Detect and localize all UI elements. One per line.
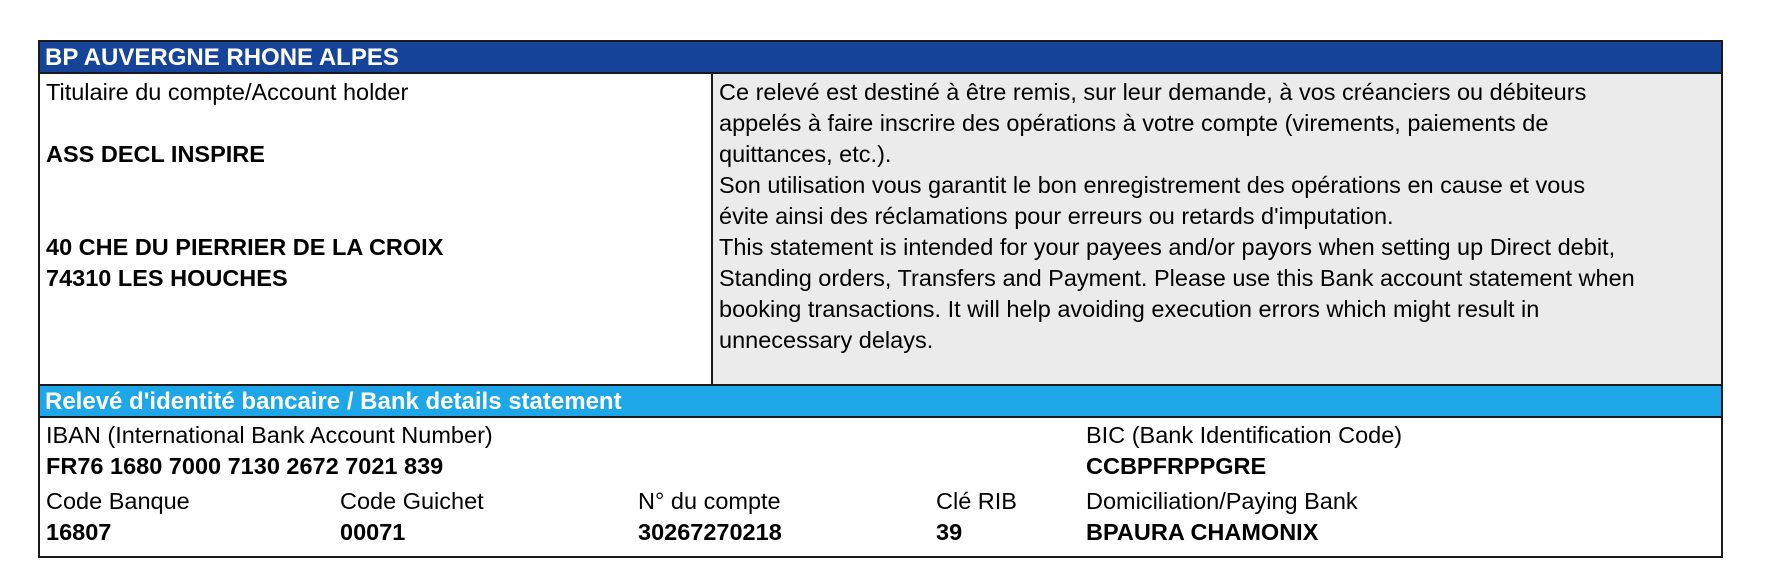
domiciliation-field [1086,486,1358,548]
account-number-value: 30267270218 [638,519,782,545]
notice-line: appelés à faire inscrire des opérations à votre compte (virements, paiements de [719,110,1549,136]
code-banque-label: Code Banque [46,488,190,514]
bank-name-header: BP AUVERGNE RHONE ALPES [40,42,1721,74]
notice-line: This statement is intended for your payees and/or payors when setting up Direct debit, [719,234,1616,260]
address-line-2: 74310 LES HOUCHES [46,265,288,291]
account-number-field [638,486,782,548]
cle-rib-label: Clé RIB [936,488,1017,514]
cle-rib-field [936,486,1017,548]
holder-section [40,74,1721,386]
code-guichet-value: 00071 [340,519,406,545]
cle-rib-value: 39 [936,519,963,545]
bic-value: CCBPFRPPGRE [1086,453,1267,479]
notice-line: Ce relevé est destiné à être remis, sur leur demande, à vos créanciers ou débiteurs [719,79,1587,105]
code-guichet-label: Code Guichet [340,488,484,514]
bank-details-header: Relevé d'identité bancaire / Bank details statement [40,386,1721,418]
code-guichet-field [340,486,484,548]
notice-line: quittances, etc.). [719,141,892,167]
bic-field [1086,420,1402,482]
notice-line: Standing orders, Transfers and Payment. Please use this Bank account statement when [719,265,1635,291]
code-banque-value: 16807 [46,519,112,545]
account-holder-block [40,74,713,384]
notice-line: évite ainsi des réclamations pour erreurs ou retards d'imputation. [719,203,1394,229]
domiciliation-value: BPAURA CHAMONIX [1086,519,1319,545]
bank-details-section [40,418,1721,556]
domiciliation-label: Domiciliation/Paying Bank [1086,488,1358,514]
iban-label: IBAN (International Bank Account Number) [46,422,493,448]
code-banque-field [46,486,190,548]
account-number-label: N° du compte [638,488,781,514]
iban-value: FR76 1680 7000 7130 2672 7021 839 [46,453,444,479]
notice-line: booking transactions. It will help avoiding execution errors which might result in [719,296,1540,322]
account-holder-label: Titulaire du compte/Account holder [46,79,409,105]
notice-line: unnecessary delays. [719,327,934,353]
notice-line: Son utilisation vous garantit le bon enregistrement des opérations en cause et vous [719,172,1586,198]
rib-document [38,40,1723,558]
iban-field [46,420,493,482]
address-line-1: 40 CHE DU PIERRIER DE LA CROIX [46,234,444,260]
statement-notice [713,74,1721,384]
bic-label: BIC (Bank Identification Code) [1086,422,1403,448]
account-holder-name: ASS DECL INSPIRE [46,141,265,167]
